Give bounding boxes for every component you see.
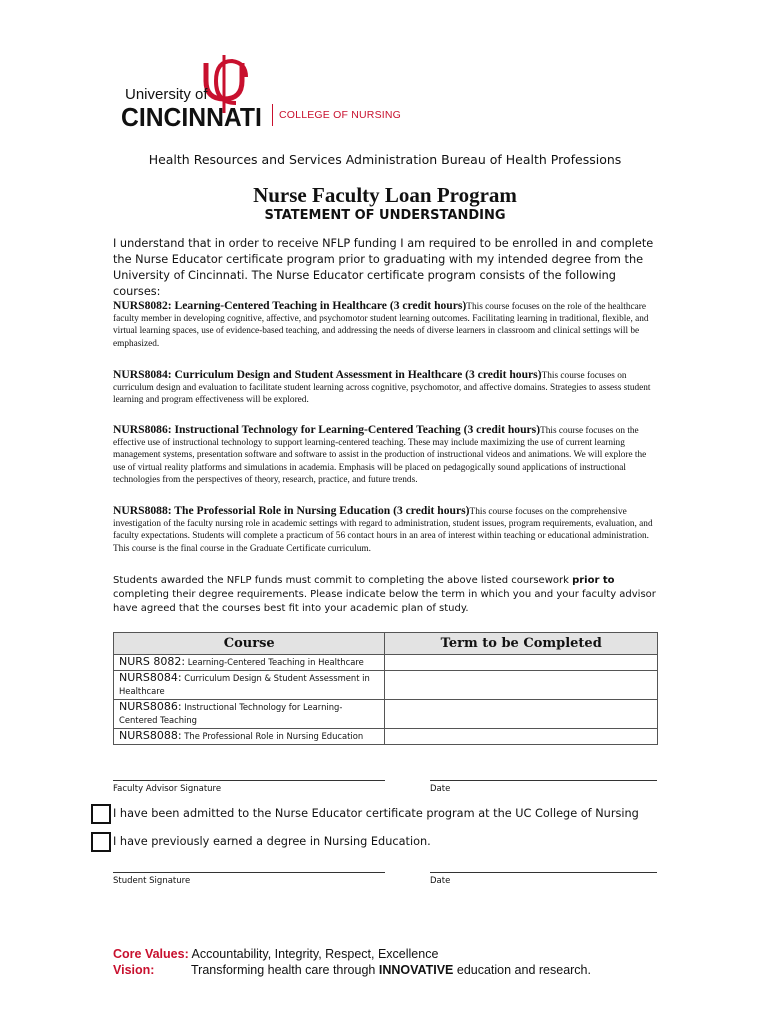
student-date-label: Date (430, 876, 451, 886)
course-text: This course focuses on the comprehensive investigation of the faculty nursing role in academic settings with regard to administration, student issues, program requirements, evaluation, and faculty expectations. Students will complete a practicum of 56 contact hours in an area of interest within teaching or educational administration. This course is the final course in the Graduate Certificate curriculum. (113, 507, 653, 554)
logo-divider (272, 104, 273, 126)
students-note-text: completing their degree requirements. Please indicate below the term in which you and your faculty advisor have agreed that the courses best fit into your academic plan of study. (113, 589, 656, 614)
prior-degree-checkbox-label: I have previously earned a degree in Nursing Education. (113, 835, 431, 848)
student-signature-label: Student Signature (113, 876, 191, 886)
vision-line (113, 963, 591, 977)
faculty-signature-line[interactable] (113, 780, 385, 781)
prior-degree-checkbox[interactable] (91, 832, 111, 852)
table-row (114, 700, 658, 729)
course-name: The Professional Role in Nursing Education (181, 731, 364, 741)
course-heading: NURS8082: Learning-Centered Teaching in Healthcare (3 credit hours) (113, 299, 467, 312)
course-cell (114, 655, 385, 671)
student-signature-line[interactable] (113, 872, 385, 873)
course-text: This course focuses on the effective use of instructional technology to support learning-centered teaching. These may include maximizing the use of current learning management systems, presentation software and software to assist in the production of instructional videos and animations. We will explore the use of virtual reality platforms and simulations in academia. Emphasis will be placed on pedagogically sound applications of instructional technologies from the perspectives of theory, research, practice, and future trends. (113, 426, 647, 485)
course-term-table (113, 632, 658, 745)
course-code: NURS8084: (119, 671, 182, 684)
course-description-8084 (113, 369, 658, 407)
document-subtitle: STATEMENT OF UNDERSTANDING (264, 208, 506, 223)
agency-line: Health Resources and Services Administration Bureau of Health Professions (148, 152, 622, 167)
table-row (114, 671, 658, 700)
term-input-cell[interactable] (385, 729, 658, 745)
admitted-checkbox-label: I have been admitted to the Nurse Educator certificate program at the UC College of Nursing (113, 807, 639, 820)
core-values-line (113, 947, 438, 961)
logo-university-of: University of (125, 86, 208, 103)
vision-text: Transforming health care through (191, 963, 379, 977)
student-date-line[interactable] (430, 872, 657, 873)
vision-text-end: education and research. (453, 963, 591, 977)
core-values-label: Core Values: (113, 947, 189, 961)
admitted-checkbox[interactable] (91, 804, 111, 824)
faculty-date-line[interactable] (430, 780, 657, 781)
course-text: This course focuses on the role of the healthcare faculty member in developing cognitive, affective, and psychomotor student learning outcomes. Facilitating learning in traditional, flexible, and virtual learning spaces, use of evidence-based teaching, and addressing the needs of diverse learners in classroom and clinical settings will be emphasized. (113, 302, 649, 349)
students-note-text: Students awarded the NFLP funds must commit to completing the above listed coursework (113, 575, 573, 586)
course-heading: NURS8088: The Professorial Role in Nursing Education (3 credit hours) (113, 504, 470, 517)
faculty-signature-label: Faculty Advisor Signature (113, 784, 222, 794)
intro-paragraph: I understand that in order to receive NFLP funding I am required to be enrolled in and complete the Nurse Educator certificate program prior to graduating with my intended degree from the University of Cincinnati. The Nurse Educator certificate program consists of the following courses: (113, 237, 654, 298)
document-title: Nurse Faculty Loan Program (253, 183, 517, 207)
table-row (114, 729, 658, 745)
term-input-cell[interactable] (385, 700, 658, 729)
term-input-cell[interactable] (385, 655, 658, 671)
column-header-course: Course (114, 633, 385, 655)
course-code: NURS8088: (119, 729, 182, 742)
vision-bold: INNOVATIVE (378, 963, 454, 977)
course-description-8086 (113, 424, 658, 486)
table-header-row (114, 633, 658, 655)
course-cell (114, 671, 385, 700)
vision-label: Vision: (113, 963, 155, 977)
course-description-8082 (113, 300, 658, 350)
course-name: Learning-Centered Teaching in Healthcare (185, 657, 364, 667)
course-code: NURS 8082: (119, 655, 186, 668)
faculty-date-label: Date (430, 784, 451, 794)
course-heading: NURS8084: Curriculum Design and Student Assessment in Healthcare (3 credit hours) (113, 368, 542, 381)
table-row (114, 655, 658, 671)
core-values-text: Accountability, Integrity, Respect, Excellence (188, 947, 439, 961)
students-note-bold: prior to (572, 575, 615, 586)
column-header-term: Term to be Completed (385, 633, 658, 655)
course-heading: NURS8086: Instructional Technology for Learning-Centered Teaching (3 credit hours) (113, 423, 541, 436)
logo-cincinnati: CINCINNATI (121, 102, 262, 132)
course-cell (114, 729, 385, 745)
students-commitment-paragraph (113, 574, 658, 616)
course-name: Instructional Technology for Learning-Centered Teaching (119, 702, 343, 725)
course-name: Curriculum Design & Student Assessment in Healthcare (119, 673, 370, 696)
logo-college-of-nursing: COLLEGE OF NURSING (279, 109, 402, 121)
course-description-8088 (113, 505, 658, 555)
course-text: This course focuses on curriculum design and evaluation to facilitate student learning across cognitive, psychomotor, and affective domains. Strategies to assess student learning and program effectiveness will be explored. (113, 371, 651, 406)
term-input-cell[interactable] (385, 671, 658, 700)
course-cell (114, 700, 385, 729)
course-code: NURS8086: (119, 700, 182, 713)
